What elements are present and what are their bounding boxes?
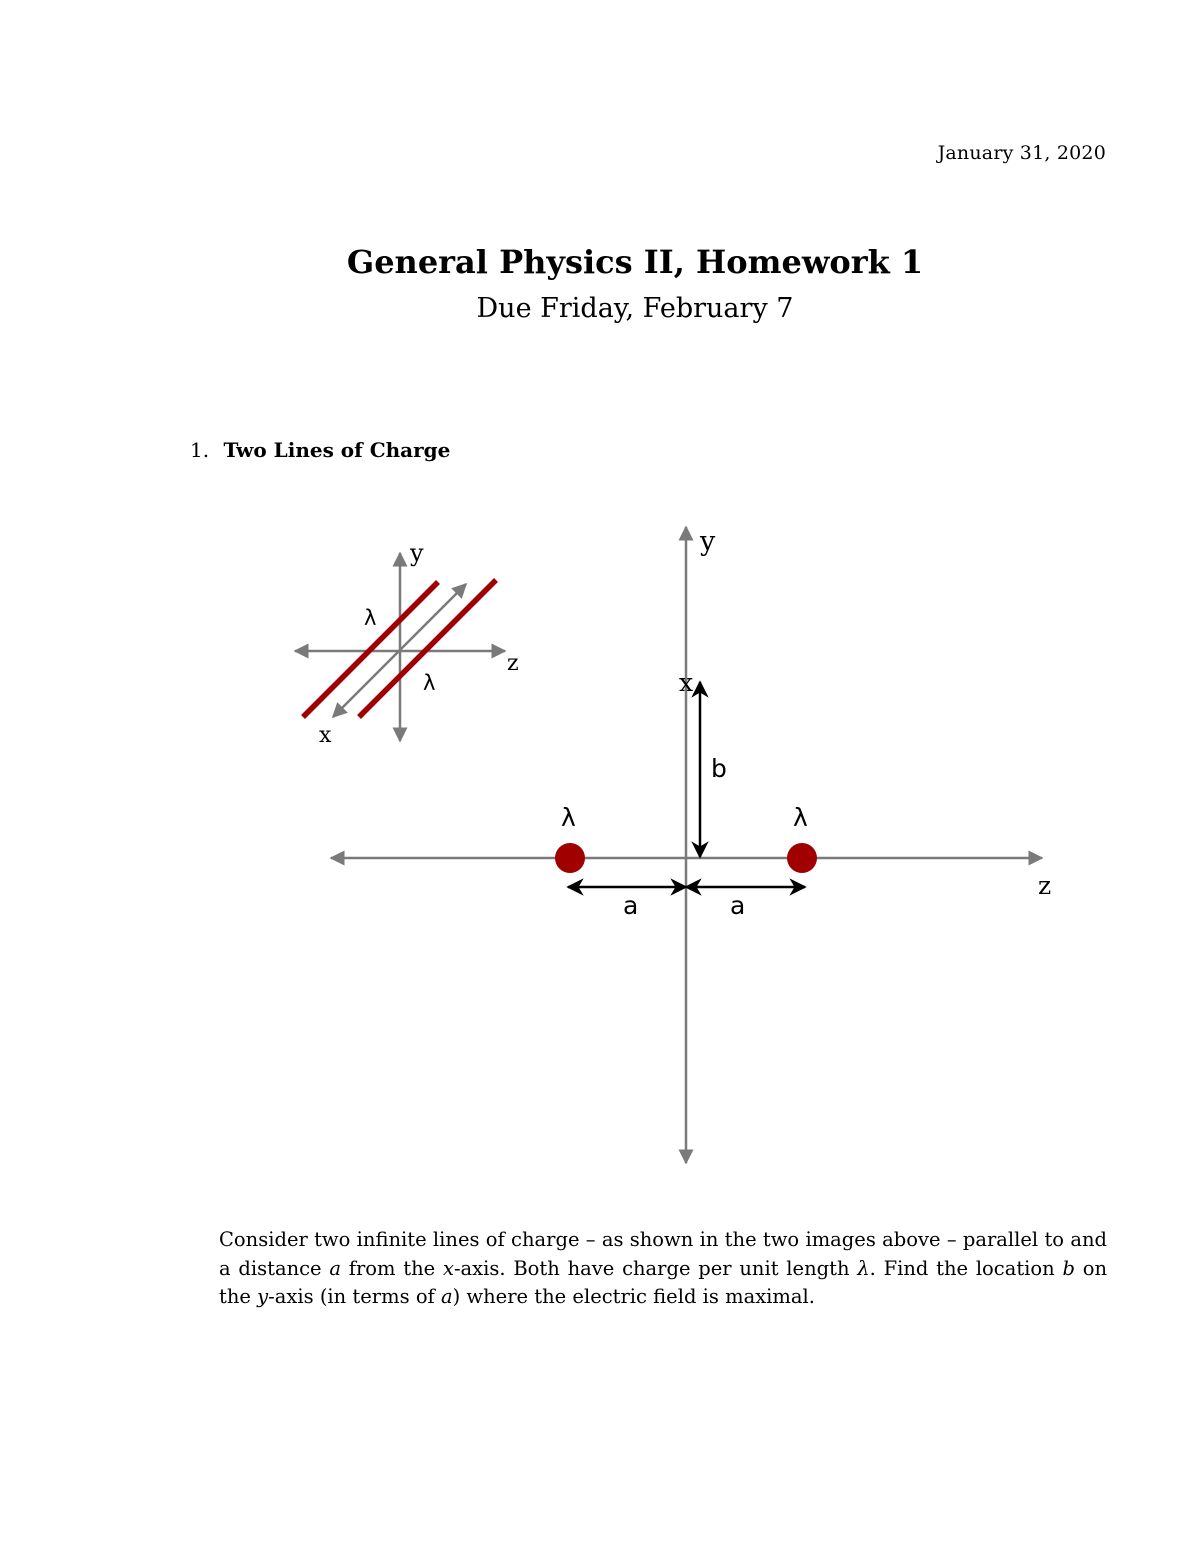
large-lambda-right-label: λ [793,803,808,832]
small-lambda-label-1: λ [364,606,377,630]
large-y-label: y [700,526,716,557]
small-diagram [295,539,519,748]
problem-statement [219,1226,1107,1312]
problem-text-var-y: y [257,1285,269,1308]
problem-text-part: -axis. Both have charge per unit length [453,1256,858,1280]
problem-title: Two Lines of Charge [223,438,451,462]
distance-b-label: b [711,754,727,783]
distance-a-right-label: a [730,891,746,920]
small-y-label: y [410,539,424,567]
large-x-label: x [679,668,694,697]
small-line-of-charge-1 [303,582,438,717]
large-diagram [331,526,1051,1163]
problem-text-part: ) where the electric field is maximal. [452,1285,815,1308]
problem-text-part: on the [219,1256,1108,1308]
problem-text-var-a: a [440,1285,453,1308]
document-title: General Physics II, Homework 1 [346,243,924,281]
problem-text-var-lambda: λ [857,1256,870,1280]
problem-text-var-x: x [442,1256,454,1280]
document-subtitle: Due Friday, February 7 [476,293,794,324]
problem-text-part: -axis (in terms of [268,1285,441,1308]
line-of-charge-right [787,843,817,873]
small-z-label: z [507,651,519,676]
problem-text-part: . Find the location [869,1256,1063,1280]
problem-text-part: from the [340,1256,443,1280]
small-line-of-charge-2 [359,580,496,717]
problem-text-var-a: a [329,1256,341,1280]
distance-a-left-label: a [623,891,639,920]
large-lambda-left-label: λ [561,803,576,832]
problem-number: 1. [190,438,210,462]
large-z-label: z [1038,871,1052,900]
small-lambda-label-2: λ [423,671,436,695]
document-date: January 31, 2020 [937,142,1106,164]
line-of-charge-left [555,843,585,873]
small-x-label: x [319,723,332,748]
problem-text-var-b: b [1062,1256,1075,1280]
problem-text-part: Consider two infinite lines of charge – as shown in the two images above – parallel to and a distance [219,1228,1107,1280]
